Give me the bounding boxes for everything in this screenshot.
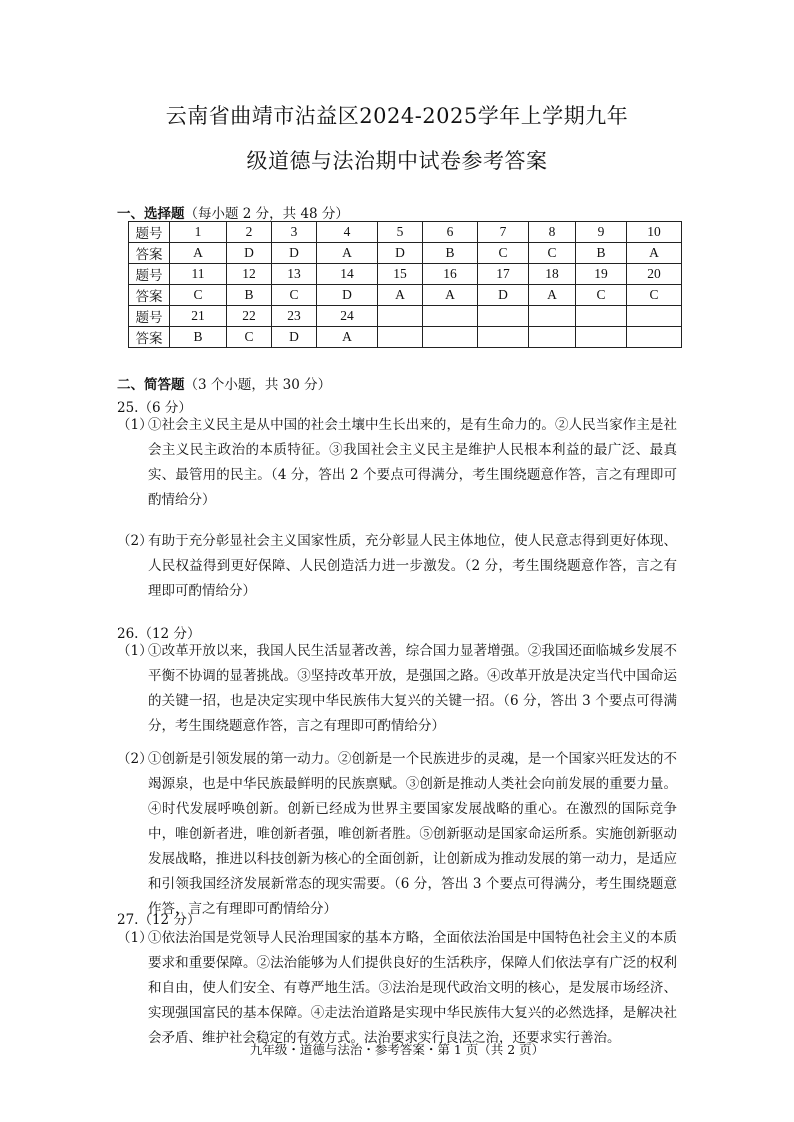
answer-table-row	[129, 306, 682, 327]
answer-table-cell: 4	[317, 222, 378, 243]
answer-table-cell: C	[272, 285, 317, 306]
answer-table-cell: 24	[317, 306, 378, 327]
answer-table-cell: B	[423, 243, 478, 264]
answer-table-cell: 3	[272, 222, 317, 243]
answer-table-cell	[576, 327, 627, 348]
answer-table-cell: D	[317, 285, 378, 306]
answer-table-cell: 11	[170, 264, 227, 285]
answer-table-cell: D	[272, 243, 317, 264]
q26-part1-number: （1）	[117, 643, 153, 659]
answer-table-cell: 13	[272, 264, 317, 285]
answer-table-cell	[478, 327, 529, 348]
answer-table-cell: 23	[272, 306, 317, 327]
answer-table-cell: 19	[576, 264, 627, 285]
section-2-name: 二、简答题	[117, 377, 185, 393]
q26-part2-number: （2）	[117, 751, 153, 767]
answer-table-cell: 7	[478, 222, 529, 243]
answer-table-row-label: 答案	[129, 327, 170, 348]
answer-table-cell	[378, 306, 423, 327]
answer-table-cell: C	[627, 285, 682, 306]
section-2-heading	[117, 373, 331, 393]
answer-table-cell	[529, 306, 576, 327]
answer-table-cell: 12	[227, 264, 272, 285]
answer-table-cell: 20	[627, 264, 682, 285]
answer-table-cell: 21	[170, 306, 227, 327]
q27-part1-number: （1）	[117, 930, 153, 946]
answer-table-cell: 17	[478, 264, 529, 285]
q25-part1-text: ①社会主义民主是从中国的社会土壤中生长出来的，是有生命力的。②人民当家作主是社会主义民主政治的本质特征。③我国社会主义民主是维护人民根本利益的最广泛、最真实、最管用的民主。（4 分，答出 2 个要点可得满分，考生围绕题意作答，言之有理即可酌情给分）	[148, 417, 677, 508]
q25-part2-text: 有助于充分彰显社会主义国家性质，充分彰显人民主体地位，使人民意志得到更好体现、人民权益得到更好保障、人民创造活力进一步激发。（2 分，考生围绕题意作答，言之有理即可酌情给分）	[148, 533, 677, 599]
answer-table-row	[129, 285, 682, 306]
answer-table-cell: D	[272, 327, 317, 348]
q26-part2-text: ①创新是引领发展的第一动力。②创新是一个民族进步的灵魂，是一个国家兴旺发达的不竭源泉，也是中华民族最鲜明的民族禀赋。③创新是推动人类社会向前发展的重要力量。④时代发展呼唤创新。创新已经成为世界主要国家发展战略的重心。在激烈的国际竞争中，唯创新者进，唯创新者强，唯创新者胜。⑤创新驱动是国家命运所系。实施创新驱动发展战略，推进以科技创新为核心的全面创新，让创新成为推动发展的第一动力，是适应和引领我国经济发展新常态的现实需要。（6 分，答出 3 个要点可得满分，考生围绕题意作答，言之有理即可酌情给分）	[148, 751, 677, 917]
answer-table-cell	[627, 306, 682, 327]
section-1-name: 一、选择题	[117, 206, 185, 222]
answer-table-cell: C	[529, 243, 576, 264]
q25-part2	[117, 529, 677, 604]
answer-table-cell: 6	[423, 222, 478, 243]
answer-table-cell: B	[227, 285, 272, 306]
answer-table-cell: 22	[227, 306, 272, 327]
answer-table-cell: 8	[529, 222, 576, 243]
answer-table-cell: 9	[576, 222, 627, 243]
answer-table-row-label: 答案	[129, 243, 170, 264]
answer-table	[128, 221, 682, 348]
answer-table-cell: B	[576, 243, 627, 264]
answer-table-row-label: 题号	[129, 306, 170, 327]
answer-table-cell	[478, 306, 529, 327]
q27-part1	[117, 926, 677, 1051]
answer-table-cell	[423, 306, 478, 327]
answer-table-cell: B	[170, 327, 227, 348]
q26-part1	[117, 639, 677, 739]
answer-table-row-label: 题号	[129, 222, 170, 243]
answer-table-cell	[378, 327, 423, 348]
q25-header: 25.（6 分）	[117, 400, 192, 416]
answer-table-cell: C	[478, 243, 529, 264]
answer-table-cell: D	[227, 243, 272, 264]
answer-table-cell	[423, 327, 478, 348]
q27-part1-text: ①依法治国是党领导人民治理国家的基本方略，全面依法治国是中国特色社会主义的本质要求和重要保障。②法治能够为人们提供良好的生活秩序，保障人们依法享有广泛的权利和自由，使人们安全、有尊严地生活。③法治是现代政治文明的核心，是发展市场经济、实现强国富民的基本保障。④走法治道路是实现中华民族伟大复兴的必然选择，是解决社会矛盾、维护社会稳定的有效方式。法治要求实行良法之治，还要求实行善治。	[148, 930, 677, 1046]
answer-table-cell: 15	[378, 264, 423, 285]
answer-table-cell: 16	[423, 264, 478, 285]
section-1-heading	[117, 202, 349, 222]
answer-table-cell: A	[378, 285, 423, 306]
q25-part1	[117, 413, 677, 513]
answer-table-row	[129, 243, 682, 264]
answer-table-row	[129, 222, 682, 243]
answer-table-row-label: 答案	[129, 285, 170, 306]
answer-table-cell: A	[529, 285, 576, 306]
section-1-note: （每小题 2 分，共 48 分）	[184, 206, 349, 222]
answer-table-cell: 5	[378, 222, 423, 243]
answer-table-cell: 2	[227, 222, 272, 243]
answer-table-cell	[576, 306, 627, 327]
answer-table-row	[129, 327, 682, 348]
answer-table-cell: A	[423, 285, 478, 306]
answer-table-row-label: 题号	[129, 264, 170, 285]
q26-part2	[117, 747, 677, 922]
title-line-1: 云南省曲靖市沾益区2024-2025学年上学期九年	[165, 104, 629, 128]
answer-table-cell: 18	[529, 264, 576, 285]
answer-table-cell: C	[227, 327, 272, 348]
q26-header: 26.（12 分）	[117, 626, 201, 642]
answer-table-cell: A	[317, 327, 378, 348]
answer-table-cell: D	[478, 285, 529, 306]
answer-table-cell: 14	[317, 264, 378, 285]
q25-part2-number: （2）	[117, 533, 153, 549]
answer-table-cell	[627, 327, 682, 348]
title-line-2: 级道德与法治期中试卷参考答案	[246, 149, 548, 173]
answer-table-cell: C	[170, 285, 227, 306]
answer-table-cell: D	[378, 243, 423, 264]
q26-part1-text: ①改革开放以来，我国人民生活显著改善，综合国力显著增强。②我国还面临城乡发展不平衡不协调的显著挑战。③坚持改革开放，是强国之路。④改革开放是决定当代中国命运的关键一招，也是决定实现中华民族伟大复兴的关键一招。（6 分，答出 3 个要点可得满分，考生围绕题意作答，言之有理即可酌情给分）	[148, 643, 677, 734]
q25-part1-number: （1）	[117, 417, 153, 433]
answer-table-cell: 1	[170, 222, 227, 243]
answer-table-row	[129, 264, 682, 285]
answer-table-cell: C	[576, 285, 627, 306]
answer-table-cell: A	[627, 243, 682, 264]
answer-table-cell: A	[317, 243, 378, 264]
answer-table-cell: 10	[627, 222, 682, 243]
q27-header: 27.（12 分）	[117, 912, 201, 928]
answer-table-cell: A	[170, 243, 227, 264]
section-2-note: （3 个小题，共 30 分）	[184, 377, 332, 393]
page-footer: 九年级・道德与法治・参考答案・第 1 页（共 2 页）	[249, 1042, 545, 1057]
answer-table-cell	[529, 327, 576, 348]
